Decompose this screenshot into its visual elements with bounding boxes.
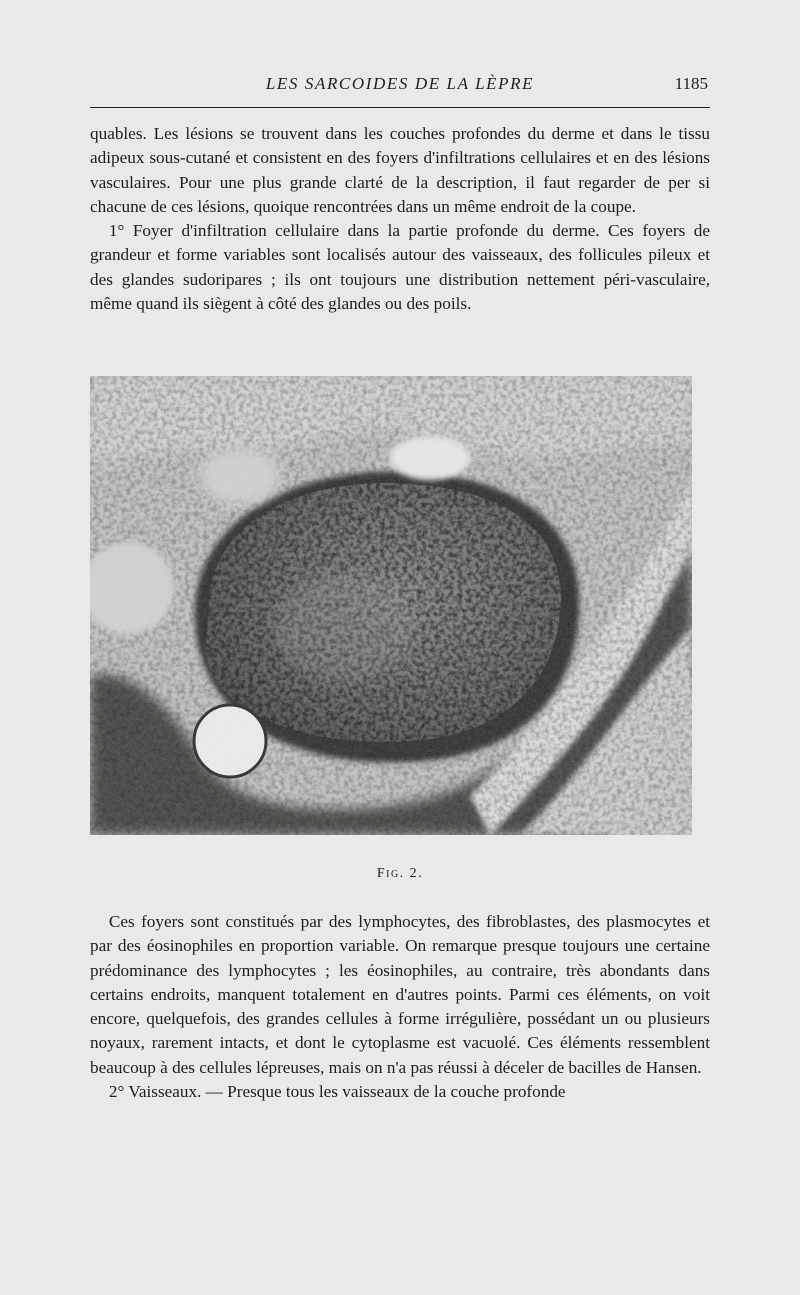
figure-caption: Fig. 2. (376, 866, 424, 881)
page-header (90, 74, 710, 104)
page-number: 1185 (674, 74, 708, 93)
micrograph-photo (90, 376, 692, 835)
text-block-top (90, 122, 710, 316)
paragraph: Ces foyers sont constitués par des lymphocytes, des fibroblastes, des plasmocytes et par des éosinophiles en proportion variable. On remarque presque toujours une certaine prédominance des lymphocytes ; les éosinophiles, au contraire, très abondants dans certains endroits, manquent totalement en d'autres points. Parmi ces éléments, on voit encore, quelquefois, des grandes cellules à forme irrégulière, possédant un ou plusieurs noyaux, rarement intacts, et dont le cytoplasme est vacuolé. Ces éléments ressemblent beaucoup à des cellules lépreuses, mais on n'a pas réussi à déceler de bacilles de Hansen. (90, 912, 710, 1077)
paragraph: quables. Les lésions se trouvent dans les couches profondes du derme et dans le tissu adipeux sous-cutané et consistent en des foyers d'infiltrations cellulaires et en des lésions vasculaires. Pour une plus grande clarté de la description, il faut regarder de per si chacune de ces lésions, quoique rencontrées dans un même endroit de la coupe. (90, 124, 710, 216)
running-title: LES SARCOIDES DE LA LÈPRE (265, 74, 535, 93)
header-rule (90, 107, 710, 108)
paragraph: 1° Foyer d'infiltration cellulaire dans la partie profonde du derme. Ces foyers de grandeur et forme variables sont localisés autour des vaisseaux, des follicules pileux et des glandes sudoripares ; ils ont toujours une distribution nettement péri-vasculaire, même quand ils siègent à côté des glandes ou des poils. (90, 221, 710, 314)
paragraph: 2° Vaisseaux. — Presque tous les vaisseaux de la couche profonde (108, 1082, 566, 1102)
micrograph-figure (90, 376, 692, 835)
text-block-bottom (90, 910, 710, 1104)
